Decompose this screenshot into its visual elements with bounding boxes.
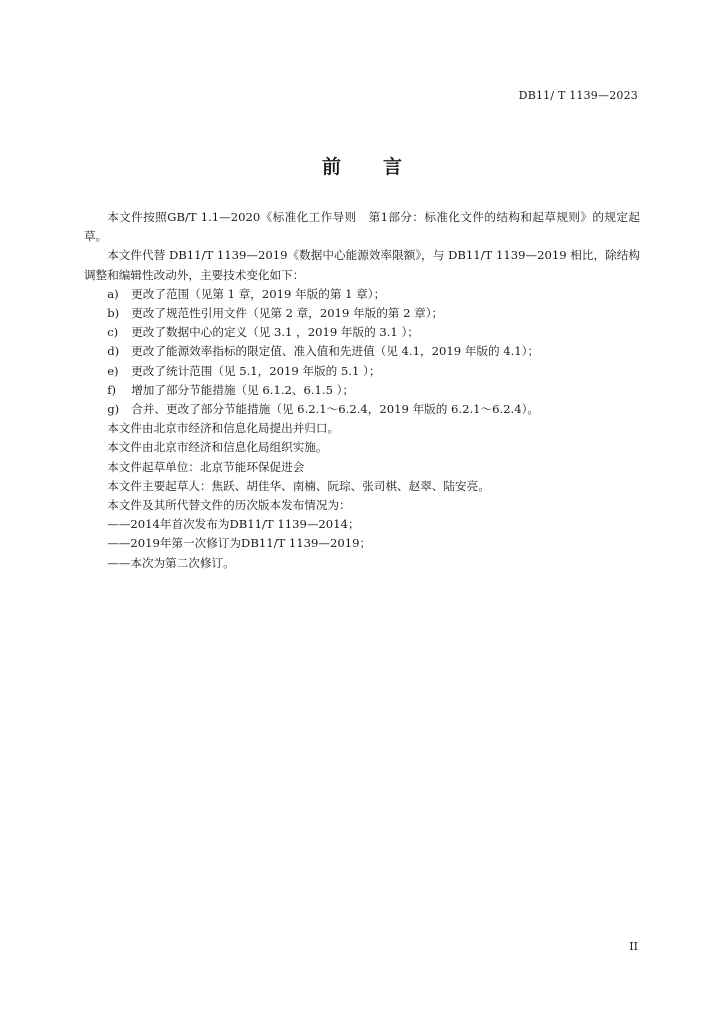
list-marker: d) [107,344,120,359]
history-item: ——本次为第二次修订。 [107,555,235,570]
page-title: 前言 [321,156,444,178]
paragraph-history-intro: 本文件及其所代替文件的历次版本发布情况为： [107,498,351,513]
list-item [84,285,640,304]
list-text: 更改了数据中心的定义（见 3.1 ，2019 年版的 3.1 ）； [131,325,419,340]
list-text: 增加了部分节能措施（见 6.1.2、6.1.5 ）； [131,382,355,397]
page-number: II [629,940,638,953]
list-text: 合并、更改了部分节能措施（见 6.2.1～6.2.4，2019 年版的 6.2.1～6.2.4）。 [131,402,540,417]
history-item: ——2014年首次发布为DB11/T 1139—2014； [107,517,360,532]
paragraph-drafting-rule: 本文件按照GB/T 1.1—2020《标准化工作导则 第1部分：标准化文件的结构和起草规则》的规定起草。 [84,210,640,244]
paragraph-proposer: 本文件由北京市经济和信息化局提出并归口。 [107,421,340,436]
paragraph-drafters: 本文件主要起草人：焦跃、胡佳华、南楠、阮琮、张司棋、赵翠、陆安亮。 [107,478,490,493]
preface-body [84,208,640,573]
history-item: ——2019年第一次修订为DB11/T 1139—2019； [107,536,372,551]
list-marker: f) [107,382,117,397]
list-item [84,323,640,342]
document-code: DB11/ T 1139—2023 [518,89,638,102]
list-text: 更改了统计范围（见 5.1，2019 年版的 5.1 ）； [131,363,381,378]
list-marker: g) [107,402,120,417]
list-item [84,362,640,381]
list-text: 更改了范围（见第 1 章，2019 年版的第 1 章）； [131,286,386,301]
paragraph-replacement: 本文件代替 DB11/T 1139—2019《数据中心能源效率限额》，与 DB11/T 1139—2019 相比，除结构调整和编辑性改动外，主要技术变化如下： [84,248,640,282]
paragraph-drafting-unit: 本文件起草单位：北京节能环保促进会 [107,459,305,474]
list-marker: b) [107,306,120,321]
list-item [84,342,640,361]
list-marker: c) [107,325,119,340]
list-text: 更改了规范性引用文件（见第 2 章，2019 年版的第 2 章）； [131,306,444,321]
list-marker: a) [107,286,119,301]
list-text: 更改了能源效率指标的限定值、准入值和先进值（见 4.1，2019 年版的 4.1）； [131,344,540,359]
list-marker: e) [107,363,119,378]
list-item [84,381,640,400]
list-item [84,304,640,323]
paragraph-implementer: 本文件由北京市经济和信息化局组织实施。 [107,440,328,455]
list-item [84,400,640,419]
